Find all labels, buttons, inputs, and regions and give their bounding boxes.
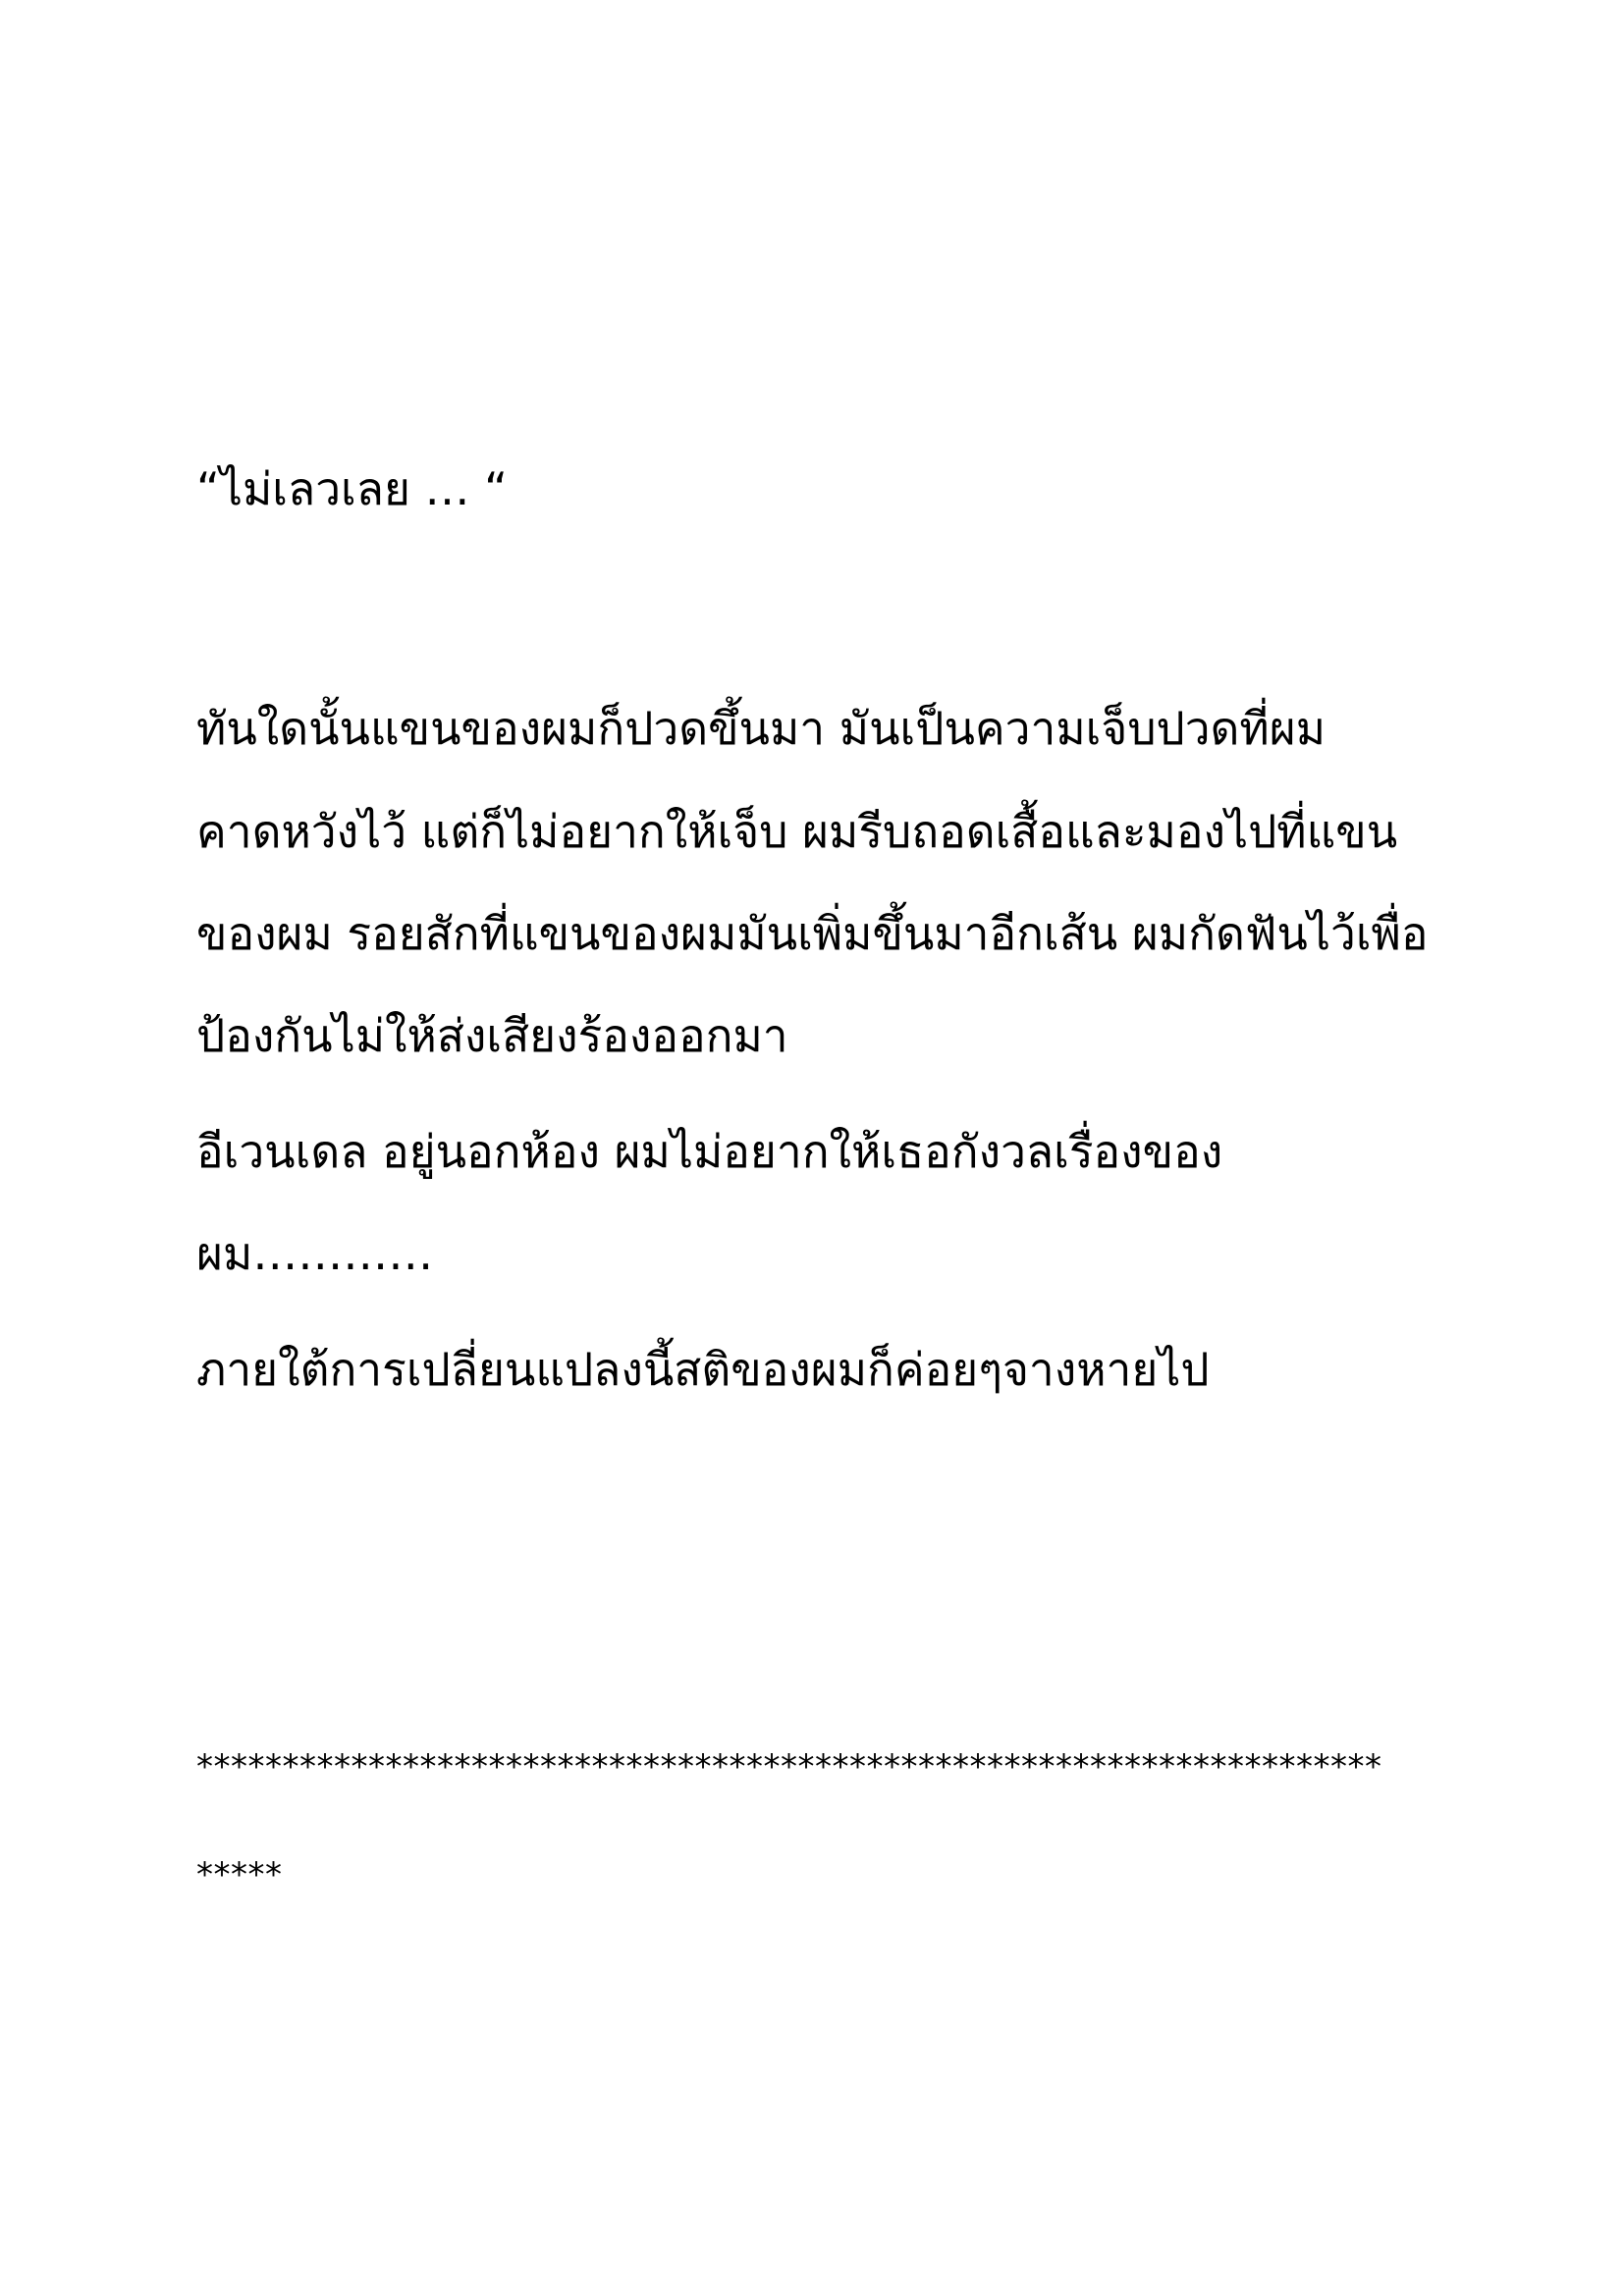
- paragraph-3-line: ภายใต้การเปลี่ยนแปลงนี้สติของผมก็ค่อยๆจางหายไป: [196, 1343, 1210, 1396]
- paragraph-1-line-3: ของผม รอยสักที่แขนของผมมันเพิ่มขึ้นมาอีกเส้น ผมกัดฟันไว้เพื่อ: [196, 907, 1429, 960]
- separator-line-2: *****: [196, 1855, 283, 1895]
- paragraph-2-line-2: ผม…………: [196, 1227, 434, 1280]
- quote-line: “ไม่เลวเลย … “: [196, 462, 508, 515]
- paragraph-1-line-2: คาดหวังไว้ แต่ก็ไม่อยากให้เจ็บ ผมรีบถอดเสื้อและมองไปที่แขน: [196, 805, 1398, 858]
- paragraph-1-line-4: ป้องกันไม่ให้ส่งเสียงร้องออกมา: [196, 1009, 788, 1062]
- separator-line-1: *********************************************************************: [196, 1747, 1382, 1787]
- paragraph-1-line-1: ทันใดนั้นแขนของผมก็ปวดขึ้นมา มันเป็นความเจ็บปวดที่ผม: [196, 702, 1326, 755]
- paragraph-2-line-1: อีเวนเดล อยู่นอกห้อง ผมไม่อยากให้เธอกังวลเรื่องของ: [196, 1125, 1223, 1178]
